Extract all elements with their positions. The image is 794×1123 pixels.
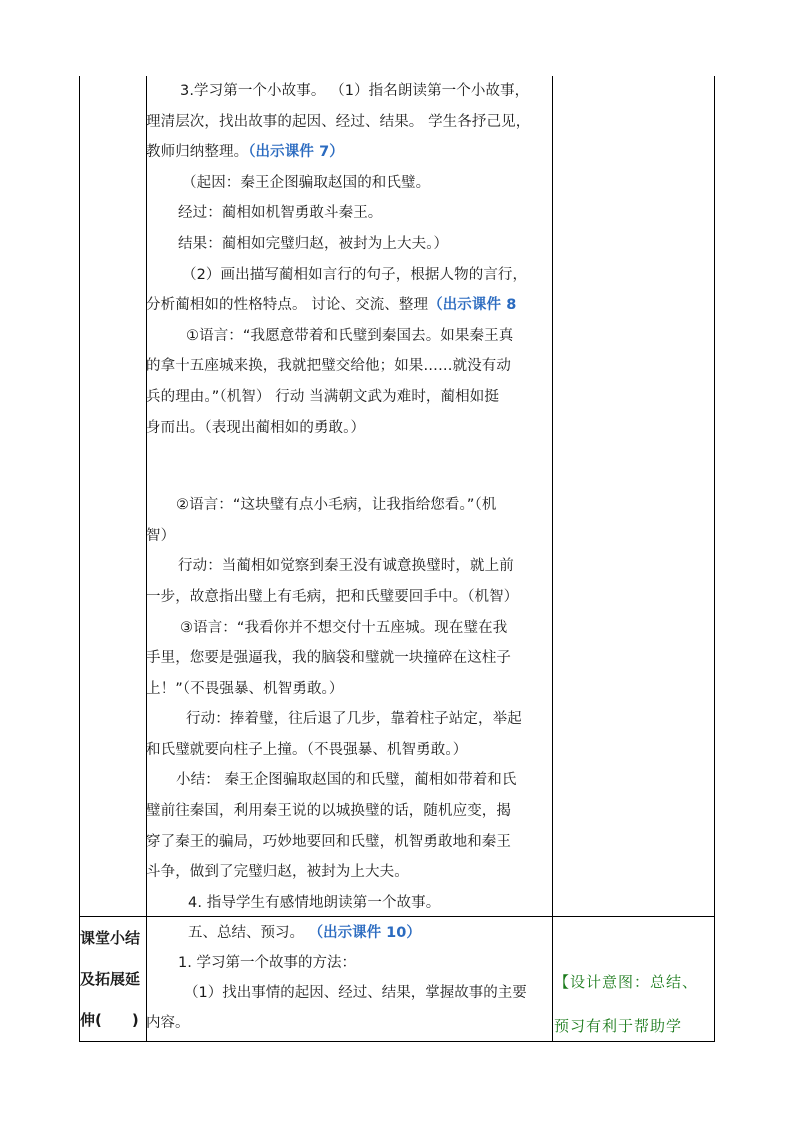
line-text: ③语言：“我看你并不想交付十五座城。现在璧在我 [180, 619, 508, 636]
line-text: ①语言：“我愿意带着和氏璧到秦国去。如果秦王真 [186, 327, 514, 344]
line-text: 的拿十五座城来换，我就把璧交给他；如果……就没有动 [146, 358, 511, 375]
note-line: 【设计意图：总结、 [554, 973, 699, 991]
text-line [146, 888, 551, 919]
text-line [146, 290, 551, 321]
note-line: 预习有利于帮助学 [554, 1017, 683, 1035]
text-line [146, 613, 551, 644]
table-border-left [79, 76, 80, 1042]
text-line [146, 490, 551, 521]
text-line [146, 796, 551, 827]
row-label-line: 及拓展延 [80, 970, 141, 988]
text-line [146, 413, 551, 444]
text-line [146, 857, 551, 888]
line-text: 结果：蔺相如完璧归赵，被封为上大夫。） [178, 235, 449, 252]
text-line [146, 321, 551, 352]
line-text: 3.学习第一个小故事。 （1）指名朗读第一个小故事， [180, 83, 530, 99]
courseware-ref: （出示课件 8 [428, 297, 517, 314]
line-text: 小结： 秦王企图骗取赵国的和氏璧，蔺相如带着和氏 [176, 772, 517, 789]
line-text: 斗争，做到了完璧归赵，被封为上大夫。 [146, 864, 409, 881]
courseware-ref: （出示课件 7） [248, 144, 344, 161]
line-text: 一步，故意指出璧上有毛病，把和氏璧要回手中。（机智） [146, 588, 519, 605]
text-line [146, 765, 551, 796]
text-line [146, 735, 551, 766]
text-line [146, 978, 551, 1008]
summary-section [146, 918, 551, 1038]
line-text: （起因：秦王企图骗取赵国的和氏璧。 [182, 174, 431, 191]
text-line [146, 704, 551, 735]
line-text: （2）画出描写蔺相如言行的句子，根据人物的言行， [182, 266, 528, 283]
line-text: 4. 指导学生有感情地朗读第一个故事。 [188, 894, 441, 911]
row-label-line: 伸( ) [80, 1011, 139, 1029]
line-text: 1. 学习第一个故事的方法： [178, 955, 356, 971]
line-text: 手里，您要是强逼我，我的脑袋和璧就一块撞碎在这柱子 [146, 650, 511, 667]
text-line [146, 1008, 551, 1038]
row-label-line: 课堂小结 [80, 929, 141, 947]
text-line [146, 107, 551, 138]
text-line [146, 948, 551, 978]
line-text: ②语言：“这块璧有点小毛病，让我指给您看。”（机 [176, 497, 497, 514]
text-line [146, 168, 551, 199]
line-text: 内容。 [146, 1015, 190, 1031]
text-line [146, 674, 551, 705]
table-border-right [714, 76, 715, 1042]
line-text: 五、总结、预习。 [188, 925, 309, 941]
table-border-col2 [552, 76, 553, 1042]
text-line [146, 582, 551, 613]
line-text: 智） [146, 527, 176, 544]
line-text: 身而出。（表现出蔺相如的勇敢。） [146, 419, 366, 436]
text-line [146, 198, 551, 229]
line-text: 璧前往秦国，利用秦王说的以城换璧的话，随机应变，揭 [146, 803, 511, 820]
text-line [146, 137, 551, 168]
text-line [146, 521, 551, 552]
line-text: 兵的理由。”（机智） 行动 当满朝文武为难时，蔺相如挺 [146, 388, 499, 405]
text-line [146, 382, 551, 413]
blank-gap [146, 443, 551, 490]
line-text: 教师归纳整理。 [146, 144, 249, 161]
text-line [146, 643, 551, 674]
line-text: 分析蔺相如的性格特点。 讨论、交流、整理 [146, 297, 429, 314]
text-line [146, 260, 551, 291]
row-label [80, 918, 146, 1041]
text-line [146, 229, 551, 260]
courseware-ref: （出示课件 10） [308, 925, 421, 941]
text-line [146, 918, 551, 948]
lesson-content [146, 76, 551, 918]
line-text: 上！”（不畏强暴、机智勇敢。） [146, 680, 344, 697]
line-text: 经过：蔺相如机智勇敢斗秦王。 [178, 205, 383, 222]
design-intent-note [554, 960, 714, 1048]
text-line [146, 551, 551, 582]
line-text: 行动：捧着璧，往后退了几步，靠着柱子站定，举起 [186, 711, 522, 728]
line-text: 行动：当蔺相如觉察到秦王没有诚意换璧时，就上前 [178, 558, 514, 575]
line-text: （1）找出事情的起因、经过、结果，掌握故事的主要 [184, 985, 527, 1001]
text-line [146, 827, 551, 858]
text-line [146, 351, 551, 382]
line-text: 和氏璧就要向柱子上撞。（不畏强暴、机智勇敢。） [146, 741, 468, 758]
text-line [146, 76, 551, 107]
line-text: 理清层次，找出故事的起因、经过、结果。 学生各抒己见， [146, 113, 531, 130]
line-text: 穿了秦王的骗局，巧妙地要回和氏璧，机智勇敢地和秦王 [146, 833, 511, 850]
